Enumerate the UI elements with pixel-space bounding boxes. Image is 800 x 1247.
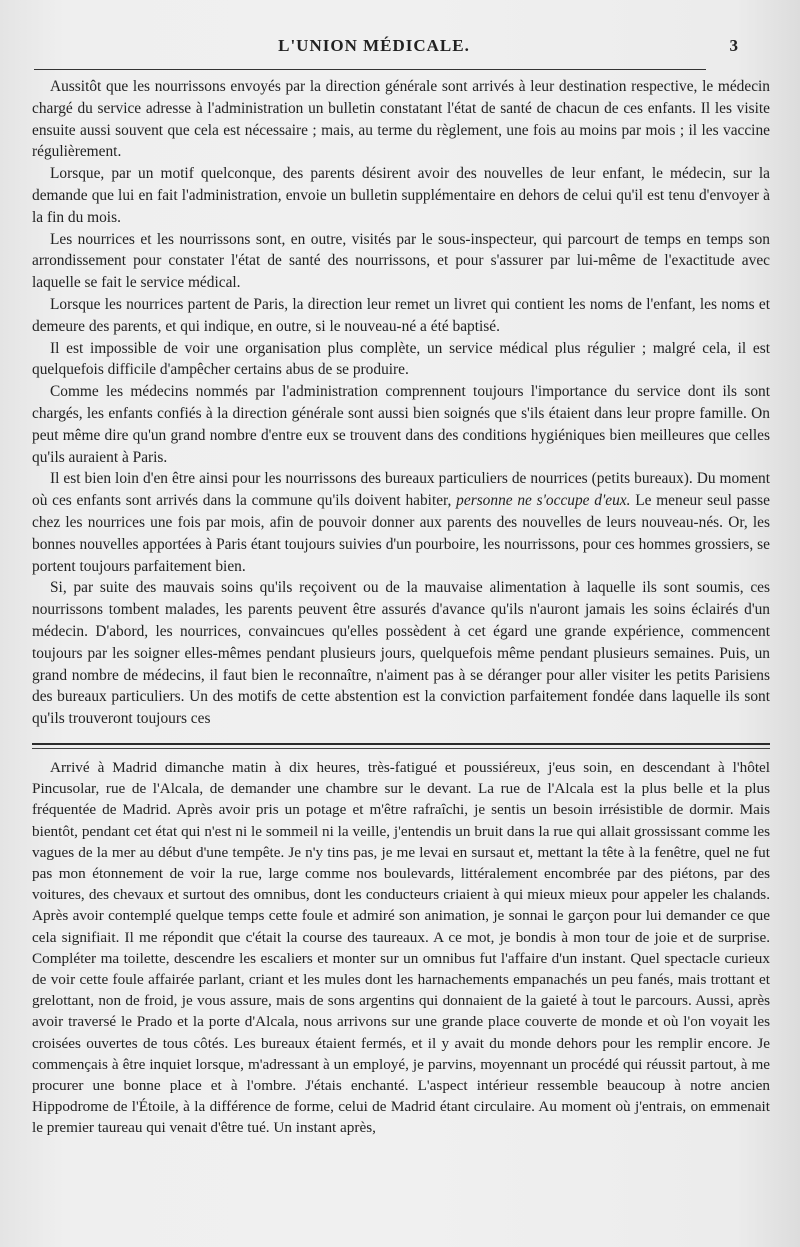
header-rule — [34, 69, 706, 70]
section-divider — [32, 743, 770, 745]
paragraph — [32, 468, 770, 577]
paragraph-text: Le meneur seul passe chez les nourrices une fois par mois, afin de pouvoir donner aux parents des nouvelles de leurs nouveau-nés. Or, les bonnes nouvelles apportées à Paris étant toujours suivies d'un pourboire, les nourrissons, pour ces hommes grossiers, se portent toujours parfaitement bien. — [32, 492, 770, 575]
running-head — [30, 36, 738, 60]
page-number: 3 — [729, 36, 738, 55]
paragraph: Si, par suite des mauvais soins qu'ils reçoivent ou de la mauvaise alimentation à laquelle ils sont soumis, ces nourrissons tombent malades, les parents peuvent être assurés d'avance qu'ils n'auront jamais les soins éclairés d'un médecin. D'abord, les nourrices, convaincues qu'elles possèdent à cet égard une grande expérience, commencent toujours par les soigner elles-mêmes pendant plusieurs jours, quelquefois même pendant plusieurs semaines. Puis, un grand nombre de médecins, il faut bien le reconnaître, n'aiment pas à se déranger pour aller visiter les petits Parisiens des bureaux particuliers. Un des motifs de cette abstention est la conviction parfaitement fondée dans laquelle ils sont qu'ils trouveront toujours ces — [32, 579, 770, 728]
paragraph: Lorsque les nourrices partent de Paris, la direction leur remet un livret qui contient les noms de l'enfant, les noms et demeure des parents, et qui indique, en outre, si le nouveau-né a été baptisé. — [32, 295, 770, 335]
paragraph: Comme les médecins nommés par l'administration comprennent toujours l'importance du service dont ils sont chargés, les enfants confiés à la direction générale sont aussi bien soignés que s'ils étaient dans leur propre famille. On peut même dire qu'un grand nombre d'entre eux se trouvent dans des conditions hygiéniques bien meilleures que celles qu'ils auraient à Paris. — [32, 383, 770, 466]
paragraph-text: Il est bien loin d'en être ainsi pour les nourrissons des bureaux particuliers de nourrices (petits bureaux). Du moment où ces enfants sont arrivés dans la commune qu'ils doivent habiter, — [32, 470, 770, 510]
paragraph: Lorsque, par un motif quelconque, des parents désirent avoir des nouvelles de leur enfant, le médecin, sur la demande que lui en fait l'administration, envoie un bulletin supplémentaire en dehors de celui qu'il est tenu d'envoyer à la fin du mois. — [32, 165, 770, 226]
paragraph: Aussitôt que les nourrissons envoyés par la direction générale sont arrivés à leur destination respective, le médecin chargé du service adresse à l'administration un bulletin constatant l'état de santé de chacun de ces enfants. Il les visite ensuite aussi souvent que cela est nécessaire ; mais, au terme du règlement, une fois au moins par mois ; il les vaccine régulièrement. — [32, 78, 770, 161]
paragraph: Arrivé à Madrid dimanche matin à dix heures, très-fatigué et poussiéreux, j'eus soin, en descendant à l'hôtel Pincusolar, rue de l'Alcala, de demander une chambre sur le devant. La rue de l'Alcala est la plus belle et la plus fréquentée de Madrid. Après avoir pris un potage et m'être rafraîchi, je sentis un besoin irrésistible de dormir. Mais bientôt, pendant cet état qui n'est ni le sommeil ni la veille, j'entendis un bruit dans la rue qui allait grossissant comme les vagues de la mer au début d'une tempête. Je n'y tins pas, je me levai en sursaut et, mettant la tête à la fenêtre, quel ne fut pas mon étonnement de voir la rue, large comme nos boulevards, littéralement encombrée par des piétons, par des voitures, des chevaux et surtout des omnibus, dont les conducteurs criaient à qui mieux mieux pour appeler les chalands. Après avoir contemplé quelque temps cette foule et admiré son animation, je sonnai le garçon pour lui demander ce que cela signifiait. Il me répondit que c'était la course des taureaux. A ce mot, je bondis à mon tour de joie et de surprise. Compléter ma toilette, descendre les escaliers et monter sur un omnibus fut l'affaire d'un instant. Quel spectacle curieux de voir cette foule affairée parlant, criant et les mules dont les harnachements empanachés un peu fanés, mais trottant et grelottant, non de froid, je vous assure, mais de sons argentins qui donnaient de la gaieté à tout le parcours. Aussi, après avoir traversé le Prado et la porte d'Alcala, nous arrivons sur une grande place couverte de monde et où l'on voyait les croisées ouvertes de tous côtés. Les bureaux étaient fermés, et il y avait du monde dehors pour les remplir encore. Je commençais à être inquiet lorsque, m'adressant à un employé, je parvins, moyennant un procédé qui réussit partout, à me procurer une bonne place et à l'ombre. J'étais enchanté. L'aspect intérieur ressemble beaucoup à notre ancien Hippodrome de l'Étoile, à la différence de forme, celui de Madrid étant circulaire. Au moment où j'entrais, on emmenait le premier taureau qui venait d'être tué. Un instant après, — [32, 759, 770, 1137]
paragraph: Il est impossible de voir une organisation plus complète, un service médical plus régulier ; malgré cela, il est quelquefois difficile d'ampêcher certains abus de se produire. — [32, 339, 770, 379]
paragraph: Les nourrices et les nourrissons sont, en outre, visités par le sous-inspecteur, qui parcourt de temps en temps son arrondissement pour constater l'état de santé des nourrissons, et pour s'assurer par lui-même de l'exactitude avec laquelle se fait le service médical. — [32, 230, 770, 292]
feuilleton-text — [32, 757, 770, 1139]
section-divider-thin — [32, 748, 770, 749]
running-title: L'UNION MÉDICALE. — [278, 36, 470, 55]
article-main-text — [32, 76, 770, 730]
italic-phrase: personne ne s'occupe d'eux. — [456, 492, 631, 510]
